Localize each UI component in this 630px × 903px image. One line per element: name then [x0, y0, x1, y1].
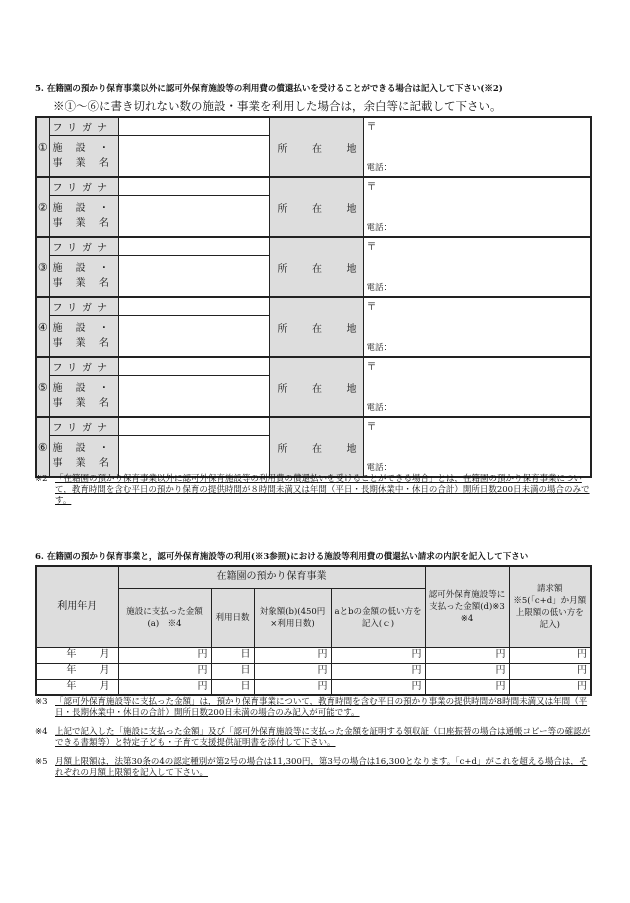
unlicensed-amount-input[interactable]: 円 [425, 647, 509, 663]
furigana-input[interactable] [118, 417, 269, 435]
facility-row [36, 417, 591, 435]
location-label-text: 所在地 [277, 323, 357, 335]
facility-name-label: 施 設 ・ 事 業 名 [49, 255, 118, 297]
facility-row [36, 357, 591, 375]
furigana-input[interactable] [118, 357, 269, 375]
facility-block [36, 117, 591, 177]
year-month-input[interactable]: 年 月 [36, 679, 118, 695]
lower-amount-input[interactable]: 円 [331, 647, 425, 663]
target-amount-input[interactable]: 円 [254, 679, 331, 695]
location-label [269, 297, 363, 357]
facility-table [35, 116, 592, 478]
location-label-text: 所在地 [277, 443, 357, 455]
facility-block [36, 357, 591, 417]
location-label-text: 所在地 [277, 143, 357, 155]
phone-label: 電話： [366, 463, 393, 473]
address-input[interactable] [363, 117, 591, 177]
facility-number: ① [36, 117, 49, 177]
facility-name-input[interactable] [118, 195, 269, 237]
unlicensed-amount-input[interactable]: 円 [425, 663, 509, 679]
facility-name-input[interactable] [118, 135, 269, 177]
header-unlicensed: 認可外保育施設等に支払った金額(d)※3 ※4 [425, 566, 509, 647]
facility-number: ② [36, 177, 49, 237]
year-month-input[interactable]: 年 月 [36, 663, 118, 679]
location-label [269, 237, 363, 297]
postal-mark: 〒 [366, 302, 377, 313]
paid-amount-input[interactable]: 円 [118, 663, 211, 679]
section5-subheading: ※①～⑥に書き切れない数の施設・事業を利用した場合は，余白等に記載して下さい。 [53, 99, 502, 113]
facility-name-label: 施 設 ・ 事 業 名 [49, 315, 118, 357]
phone-label: 電話： [366, 343, 393, 353]
facility-block [36, 237, 591, 297]
note-text: 「在籍園の預かり保育事業以外に認可外保育施設等の利用費の償還払いを受けることができる場合」とは，在籍園の預かり保育事業について，教育時間を含む平日の預かり保育の提供時間が８時間未満又は年間（平日・長期休業中・休日の合計）開所日数200日未満の場合のみです。 [55, 474, 590, 506]
phone-label: 電話： [366, 163, 393, 173]
address-input[interactable] [363, 177, 591, 237]
facility-block [36, 297, 591, 357]
days-input[interactable]: 日 [211, 663, 254, 679]
facility-number: ④ [36, 297, 49, 357]
facility-row [36, 177, 591, 195]
facility-name-label: 施 設 ・ 事 業 名 [49, 375, 118, 417]
note-3 [35, 697, 595, 719]
postal-mark: 〒 [366, 122, 377, 133]
facility-row [36, 237, 591, 255]
location-label [269, 357, 363, 417]
header-month: 利用年月 [36, 566, 118, 647]
header-target: 対象額(b)(450円×利用日数) [254, 588, 331, 647]
header-claim: 請求額 ※5(「c+d」か月額上限額の低い方を記入) [509, 566, 591, 647]
note-4 [35, 727, 595, 749]
furigana-input[interactable] [118, 237, 269, 255]
claim-amount-input[interactable]: 円 [509, 679, 591, 695]
address-input[interactable] [363, 357, 591, 417]
facility-name-input[interactable] [118, 435, 269, 477]
facility-number: ⑤ [36, 357, 49, 417]
facility-block [36, 177, 591, 237]
furigana-label: フリガナ [49, 237, 118, 255]
target-amount-input[interactable]: 円 [254, 663, 331, 679]
phone-label: 電話： [366, 403, 393, 413]
target-amount-input[interactable]: 円 [254, 647, 331, 663]
breakdown-table [35, 565, 592, 696]
location-label-text: 所在地 [277, 203, 357, 215]
header-group: 在籍園の預かり保育事業 [118, 566, 425, 588]
location-label [269, 177, 363, 237]
note-5 [35, 757, 595, 779]
furigana-input[interactable] [118, 117, 269, 135]
lower-amount-input[interactable]: 円 [331, 663, 425, 679]
postal-mark: 〒 [366, 182, 377, 193]
furigana-label: フリガナ [49, 177, 118, 195]
address-input[interactable] [363, 237, 591, 297]
furigana-input[interactable] [118, 297, 269, 315]
note-text: 「認可外保育施設等に支払った金額」は，預かり保育事業について，教育時間を含む平日の預かり事業の提供時間が8時間未満又は年間（平日・長期休業中・休日の合計）開所日数200日未満の場合のみ記入が可能です。 [55, 697, 588, 718]
year-month-input[interactable]: 年 月 [36, 647, 118, 663]
paid-amount-input[interactable]: 円 [118, 679, 211, 695]
section5-heading: 5. 在籍園の預かり保育事業以外に認可外保育施設等の利用費の償還払いを受けることができる場合は記入して下さい(※2) [35, 84, 503, 94]
facility-name-input[interactable] [118, 315, 269, 357]
postal-mark: 〒 [366, 422, 377, 433]
location-label-text: 所在地 [277, 383, 357, 395]
days-input[interactable]: 日 [211, 679, 254, 695]
header-days: 利用日数 [211, 588, 254, 647]
location-label-text: 所在地 [277, 263, 357, 275]
claim-amount-input[interactable]: 円 [509, 647, 591, 663]
note-key: ※2 [35, 474, 48, 484]
phone-label: 電話： [366, 283, 393, 293]
note-key: ※5 [35, 757, 48, 767]
facility-name-label: 施 設 ・ 事 業 名 [49, 135, 118, 177]
furigana-label: フリガナ [49, 357, 118, 375]
phone-label: 電話： [366, 223, 393, 233]
facility-name-label: 施 設 ・ 事 業 名 [49, 435, 118, 477]
facility-name-input[interactable] [118, 255, 269, 297]
header-paid: 施設に支払った金額(a) ※4 [118, 588, 211, 647]
facility-block [36, 417, 591, 477]
note-key: ※3 [35, 697, 48, 707]
breakdown-row [36, 679, 591, 695]
breakdown-row [36, 647, 591, 663]
note-2 [35, 474, 595, 507]
furigana-label: フリガナ [49, 297, 118, 315]
location-label [269, 117, 363, 177]
facility-name-input[interactable] [118, 375, 269, 417]
postal-mark: 〒 [366, 242, 377, 253]
facility-name-label: 施 設 ・ 事 業 名 [49, 195, 118, 237]
postal-mark: 〒 [366, 362, 377, 373]
furigana-label: フリガナ [49, 117, 118, 135]
furigana-label: フリガナ [49, 417, 118, 435]
facility-number: ③ [36, 237, 49, 297]
claim-amount-input[interactable]: 円 [509, 663, 591, 679]
note-key: ※4 [35, 727, 48, 737]
facility-row [36, 297, 591, 315]
furigana-input[interactable] [118, 177, 269, 195]
paid-amount-input[interactable]: 円 [118, 647, 211, 663]
days-input[interactable]: 日 [211, 647, 254, 663]
location-label [269, 417, 363, 477]
facility-number: ⑥ [36, 417, 49, 477]
lower-amount-input[interactable]: 円 [331, 679, 425, 695]
address-input[interactable] [363, 417, 591, 477]
section6-heading: 6. 在籍園の預かり保育事業と，認可外保育施設等の利用(※3参照)における施設等利用費の償還払い請求の内訳を記入して下さい [35, 552, 529, 562]
header-lower: aとbの金額の低い方を記入(ｃ) [331, 588, 425, 647]
note-text: 上記で記入した「施設に支払った金額」及び「認可外保育施設等に支払った金額を証明する領収証（口座振替の場合は通帳コピー等の確認ができる書類等）と特定子ども・子育て支援提供証明書を添付して下さい。 [55, 727, 591, 748]
unlicensed-amount-input[interactable]: 円 [425, 679, 509, 695]
facility-row [36, 117, 591, 135]
address-input[interactable] [363, 297, 591, 357]
note-text: 月額上限額は，法第30条の4の認定種別が第2号の場合は11,300円，第3号の場合は16,300となります。「c+d」がこれを超える場合は，それぞれの月額上限額を記入して下さい。 [55, 757, 588, 778]
breakdown-row [36, 663, 591, 679]
